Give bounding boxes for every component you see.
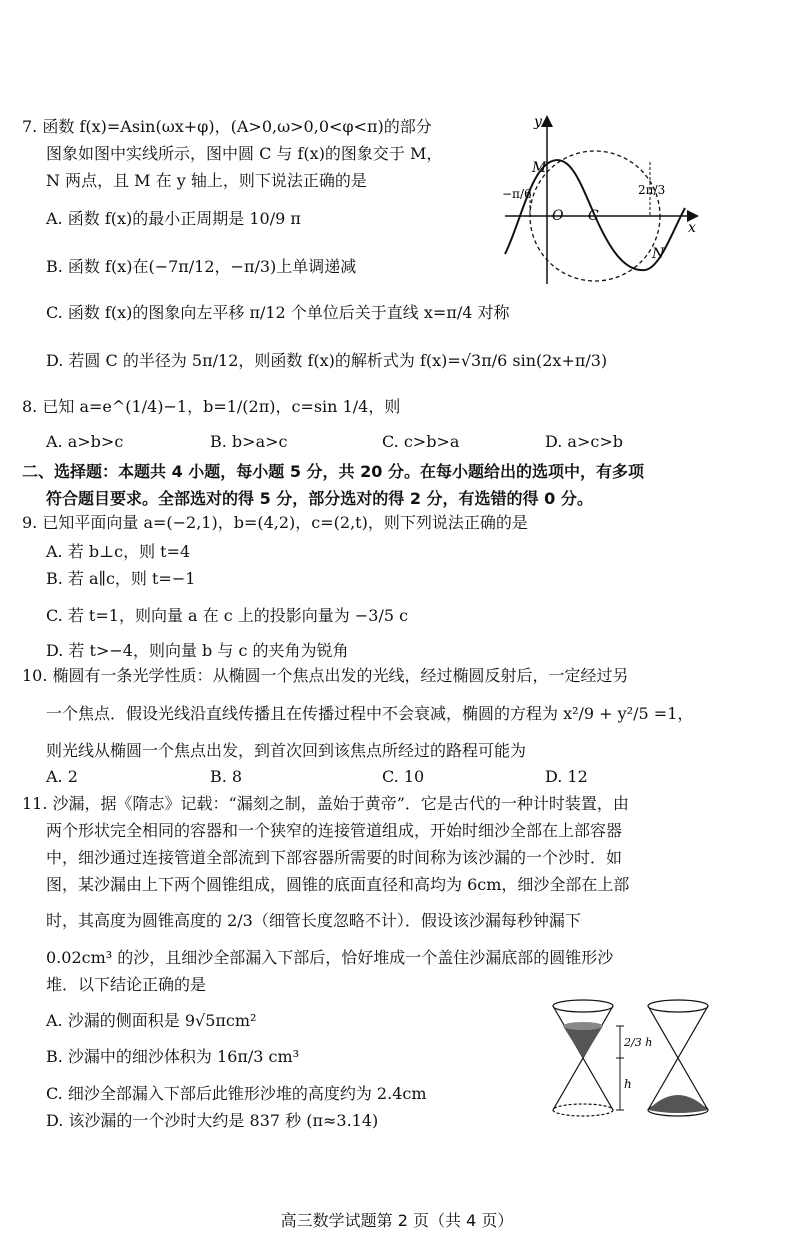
q10-option-c: C. 10 bbox=[382, 767, 425, 786]
q7-option-d: D. 若圆 C 的半径为 5π/12，则函数 f(x)的解析式为 f(x)=√3π/6 sin(2x+π/3) bbox=[46, 351, 608, 370]
q7-stem-line-3: N 两点，且 M 在 y 轴上，则下说法正确的是 bbox=[46, 171, 367, 190]
q8-option-b: B. b>a>c bbox=[210, 432, 288, 451]
q7-option-a: A. 函数 f(x)的最小正周期是 10/9 π bbox=[46, 209, 301, 228]
graph-label-o: O bbox=[552, 208, 564, 224]
label-h: h bbox=[624, 1077, 632, 1091]
section-2-line-1: 二、选择题：本题共 4 小题，每小题 5 分，共 20 分。在每小题给出的选项中，有多项 bbox=[22, 462, 644, 481]
sand-top bbox=[563, 1026, 603, 1058]
q8-option-a: A. a>b>c bbox=[46, 432, 124, 451]
q9-option-b: B. 若 a∥c，则 t=−1 bbox=[46, 569, 196, 588]
q7-sine-graph bbox=[500, 112, 710, 287]
q7-stem-line-2: 图象如图中实线所示，图中圆 C 与 f(x)的图象交于 M， bbox=[46, 144, 443, 163]
graph-label-c: C bbox=[588, 208, 599, 224]
section-2-line-2: 符合题目要求。全部选对的得 5 分，部分选对的得 2 分，有选错的得 0 分。 bbox=[46, 489, 593, 508]
q11-stem-line-3: 中，细沙通过连接管道全部流到下部容器所需要的时间称为该沙漏的一个沙时．如 bbox=[46, 848, 623, 867]
q11-option-b: B. 沙漏中的细沙体积为 16π/3 cm³ bbox=[46, 1047, 300, 1066]
graph-label-2pi-3: 2π/3 bbox=[638, 183, 666, 197]
page-footer: 高三数学试题第 2 页（共 4 页） bbox=[280, 1211, 514, 1230]
q11-option-d: D. 该沙漏的一个沙时大约是 837 秒 (π≈3.14) bbox=[46, 1111, 379, 1130]
q10-option-d: D. 12 bbox=[545, 767, 588, 786]
q11-stem-line-7: 堆．以下结论正确的是 bbox=[46, 975, 207, 994]
graph-label-n: N bbox=[652, 246, 665, 262]
graph-label-y: y bbox=[534, 114, 542, 130]
q10-option-b: B. 8 bbox=[210, 767, 243, 786]
q7-option-b: B. 函数 f(x)在(−7π/12，−π/3)上单调递减 bbox=[46, 257, 357, 276]
q10-stem-line-2: 一个焦点．假设光线沿直线传播且在传播过程中不会衰减，椭圆的方程为 x²/9 + y²/5 =1， bbox=[46, 704, 694, 723]
q11-stem-line-5: 时，其高度为圆锥高度的 2/3（细管长度忽略不计）．假设该沙漏每秒钟漏下 bbox=[46, 911, 581, 930]
q8-stem: 8. 已知 a=e^(1/4)−1，b=1/(2π)，c=sin 1/4，则 bbox=[22, 397, 401, 416]
q11-hourglass-figure bbox=[548, 996, 743, 1124]
q11-stem-line-2: 两个形状完全相同的容器和一个狭窄的连接管道组成，开始时细沙全部在上部容器 bbox=[46, 821, 623, 840]
q7-stem-line-1: 7. 函数 f(x)=Asin(ωx+φ)，(A>0,ω>0,0<φ<π)的部分 bbox=[22, 117, 432, 136]
q11-stem-line-4: 图，某沙漏由上下两个圆锥组成，圆锥的底面直径和高均为 6cm，细沙全部在上部 bbox=[46, 875, 630, 894]
q11-option-a: A. 沙漏的侧面积是 9√5πcm² bbox=[46, 1011, 257, 1030]
graph-label-neg-pi-6: −π/6 bbox=[502, 187, 532, 201]
q9-option-c: C. 若 t=1，则向量 a 在 c 上的投影向量为 −3/5 c bbox=[46, 606, 409, 625]
q10-stem-line-1: 10. 椭圆有一条光学性质：从椭圆一个焦点出发的光线，经过椭圆反射后，一定经过另 bbox=[22, 666, 629, 685]
q9-option-d: D. 若 t>−4，则向量 b 与 c 的夹角为锐角 bbox=[46, 641, 349, 660]
graph-label-m: M bbox=[532, 160, 547, 176]
q7-option-c: C. 函数 f(x)的图象向左平移 π/12 个单位后关于直线 x=π/4 对称 bbox=[46, 303, 510, 322]
q9-option-a: A. 若 b⊥c，则 t=4 bbox=[46, 542, 191, 561]
q11-stem-line-6: 0.02cm³ 的沙，且细沙全部漏入下部后，恰好堆成一个盖住沙漏底部的圆锥形沙 bbox=[46, 948, 614, 967]
q9-stem: 9. 已知平面向量 a=(−2,1)，b=(4,2)，c=(2,t)，则下列说法正确的是 bbox=[22, 513, 528, 532]
graph-label-x: x bbox=[688, 220, 696, 236]
q8-option-c: C. c>b>a bbox=[382, 432, 460, 451]
label-two-thirds-h: 2/3 h bbox=[624, 1036, 653, 1049]
q11-stem-line-1: 11. 沙漏，据《隋志》记载：“漏刻之制，盖始于黄帝”．它是古代的一种计时装置，由 bbox=[22, 794, 629, 813]
q10-option-a: A. 2 bbox=[46, 767, 78, 786]
sand-bottom-pile bbox=[648, 1095, 708, 1113]
q8-option-d: D. a>c>b bbox=[545, 432, 623, 451]
q11-option-c: C. 细沙全部漏入下部后此锥形沙堆的高度约为 2.4cm bbox=[46, 1084, 427, 1103]
q10-stem-line-3: 则光线从椭圆一个焦点出发，到首次回到该焦点所经过的路程可能为 bbox=[46, 741, 527, 760]
